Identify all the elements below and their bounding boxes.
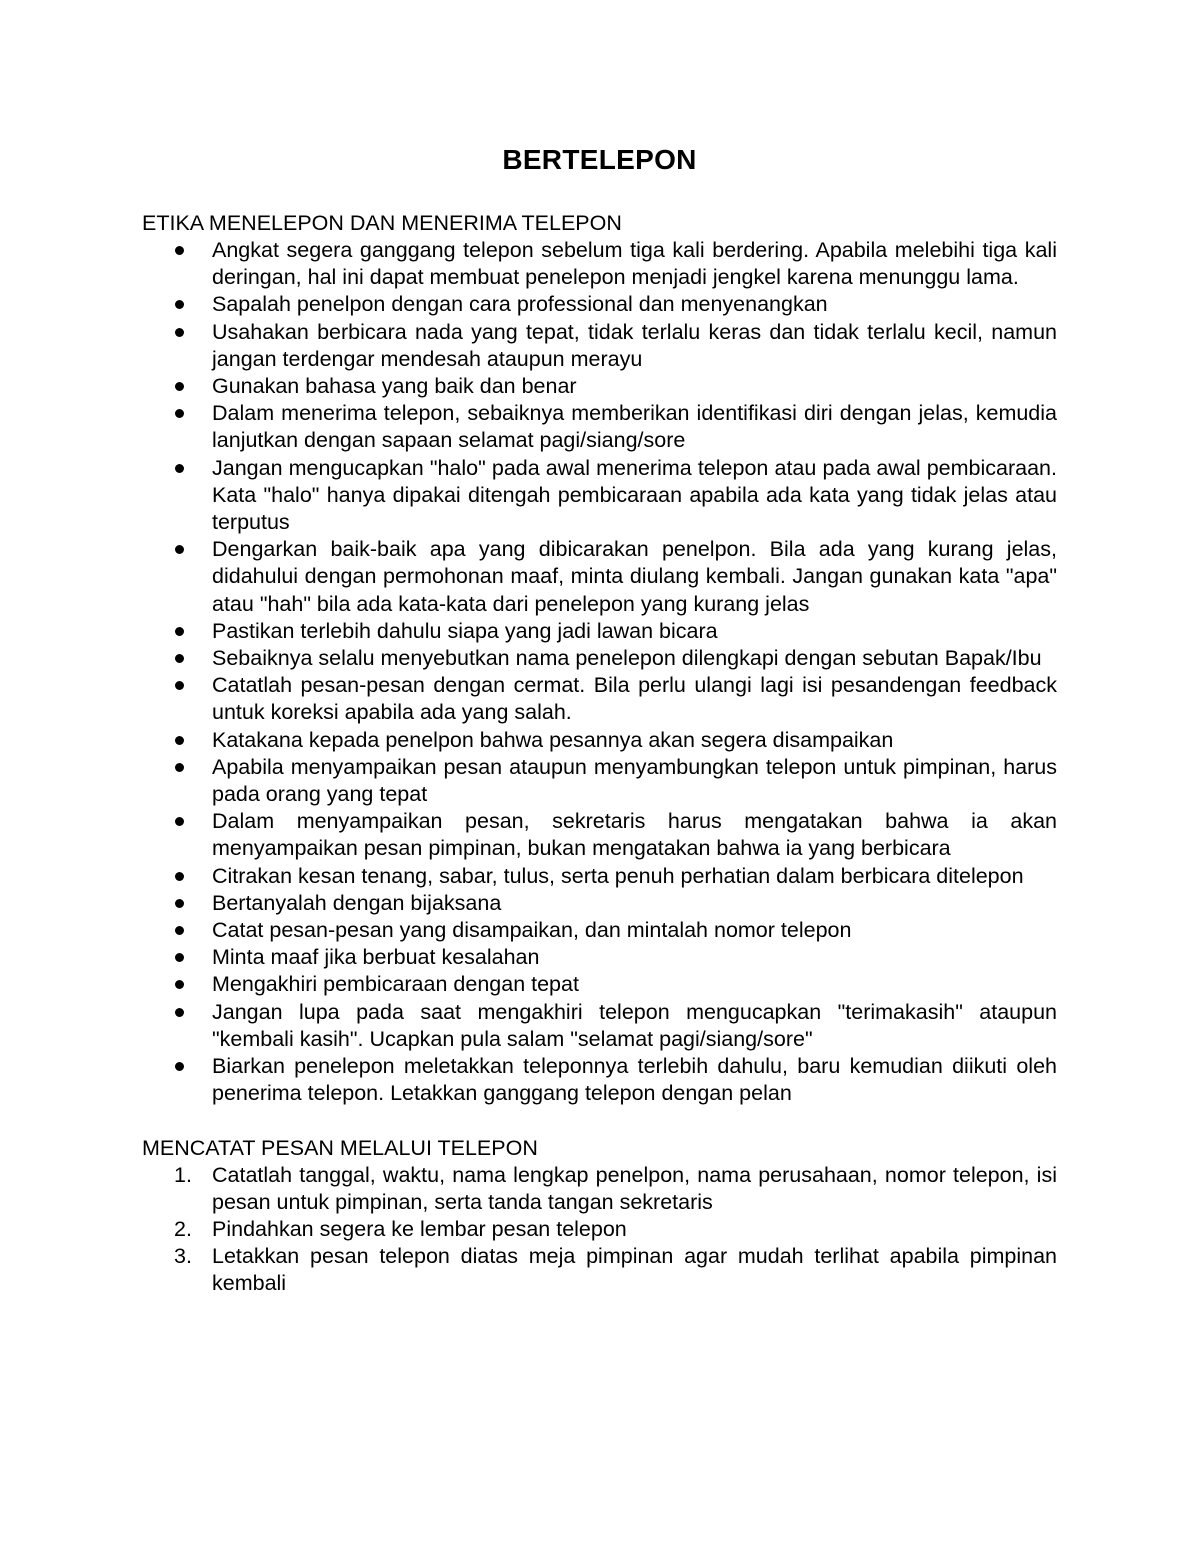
list-item: Pastikan terlebih dahulu siapa yang jadi lawan bicara (142, 618, 1057, 645)
bullet-icon (175, 1062, 184, 1071)
bullet-icon (175, 654, 184, 663)
list-item: Mengakhiri pembicaraan dengan tepat (142, 971, 1057, 998)
bullet-icon (175, 1008, 184, 1017)
bullet-icon (175, 300, 184, 309)
list-item: Bertanyalah dengan bijaksana (142, 890, 1057, 917)
bullet-icon (175, 382, 184, 391)
bullet-icon (175, 872, 184, 881)
list-item: 1. Catatlah tanggal, waktu, nama lengkap penelpon, nama perusahaan, nomor telepon, isi pesan untuk pimpinan, serta tanda tangan sekretaris (174, 1162, 1057, 1214)
bullet-icon (175, 464, 184, 473)
list-number: 1. (174, 1162, 192, 1187)
list-item: Usahakan berbicara nada yang tepat, tidak terlalu keras dan tidak terlalu kecil, namun jangan terdengar mendesah ataupun merayu (142, 319, 1057, 373)
bullet-icon (175, 926, 184, 935)
list-item: Dalam menyampaikan pesan, sekretaris harus mengatakan bahwa ia akan menyampaikan pesan pimpinan, bukan mengatakan bahwa ia yang berbicara (142, 808, 1057, 862)
bullet-icon (175, 681, 184, 690)
list-item: Gunakan bahasa yang baik dan benar (142, 373, 1057, 400)
bullet-icon (175, 627, 184, 636)
section-heading-mencatat: MENCATAT PESAN MELALUI TELEPON (142, 1135, 538, 1160)
list-item: Dalam menerima telepon, sebaiknya memberikan identifikasi diri dengan jelas, kemudia lanjutkan dengan sapaan selamat pagi/siang/sore (142, 400, 1057, 454)
numbered-list-mencatat (142, 1162, 1057, 1298)
list-item: Apabila menyampaikan pesan ataupun menyambungkan telepon untuk pimpinan, harus pada orang yang tepat (142, 754, 1057, 808)
list-item: Catatlah pesan-pesan dengan cermat. Bila perlu ulangi lagi isi pesandengan feedback untuk koreksi apabila ada yang salah. (142, 672, 1057, 726)
bullet-icon (175, 246, 184, 255)
bullet-icon (175, 953, 184, 962)
bullet-icon (175, 980, 184, 989)
list-item: Minta maaf jika berbuat kesalahan (142, 944, 1057, 971)
bullet-icon (175, 736, 184, 745)
bullet-icon (175, 899, 184, 908)
list-item: Sapalah penelpon dengan cara professional dan menyenangkan (142, 291, 1057, 318)
bullet-icon (175, 545, 184, 554)
bullet-list-etika (142, 237, 1057, 1108)
list-item: Biarkan penelepon meletakkan teleponnya terlebih dahulu, baru kemudian diikuti oleh penerima telepon. Letakkan ganggang telepon dengan pelan (142, 1053, 1057, 1107)
bullet-icon (175, 328, 184, 337)
document-title: BERTELEPON (502, 144, 697, 175)
list-item: Dengarkan baik-baik apa yang dibicarakan penelpon. Bila ada yang kurang jelas, didahului dengan permohonan maaf, minta diulang kembali. Jangan gunakan kata "apa" atau "hah" bila ada kata-kata dari penelepon yang kurang jelas (142, 536, 1057, 618)
bullet-icon (175, 817, 184, 826)
bullet-icon (175, 409, 184, 418)
document-page (142, 140, 1057, 1298)
list-item: 2. Pindahkan segera ke lembar pesan telepon (142, 1216, 1057, 1243)
list-item: Citrakan kesan tenang, sabar, tulus, serta penuh perhatian dalam berbicara ditelepon (142, 863, 1057, 890)
list-item: Jangan lupa pada saat mengakhiri telepon mengucapkan "terimakasih" ataupun "kembali kasih". Ucapkan pula salam "selamat pagi/siang/sore" (142, 999, 1057, 1053)
list-item: Jangan mengucapkan "halo" pada awal menerima telepon atau pada awal pembicaraan. Kata "halo" hanya dipakai ditengah pembicaraan apabila ada kata yang tidak jelas atau terputus (142, 455, 1057, 537)
list-number: 2. (174, 1216, 192, 1241)
list-item: 3. Letakkan pesan telepon diatas meja pimpinan agar mudah terlihat apabila pimpinan kembali (174, 1244, 1057, 1296)
section-heading-etika: ETIKA MENELEPON DAN MENERIMA TELEPON (142, 211, 622, 235)
list-item: Katakana kepada penelpon bahwa pesannya akan segera disampaikan (142, 727, 1057, 754)
list-item: Angkat segera ganggang telepon sebelum tiga kali berdering. Apabila melebihi tiga kali deringan, hal ini dapat membuat penelepon menjadi jengkel karena menunggu lama. (142, 237, 1057, 291)
bullet-icon (175, 763, 184, 772)
list-item: Sebaiknya selalu menyebutkan nama penelepon dilengkapi dengan sebutan Bapak/Ibu (142, 645, 1057, 672)
list-number: 3. (174, 1244, 192, 1269)
list-item: Catat pesan-pesan yang disampaikan, dan mintalah nomor telepon (142, 917, 1057, 944)
section-spacer (142, 1108, 1057, 1135)
